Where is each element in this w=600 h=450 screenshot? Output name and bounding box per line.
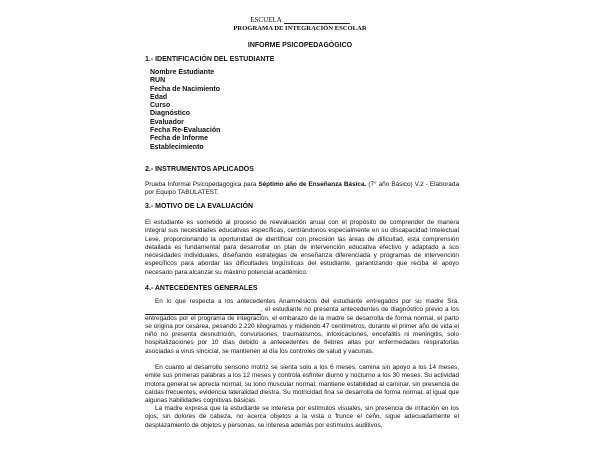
motor-development-paragraph: En cuanto al desarrollo sensorio motriz se sienta solo a los 6 meses, camina sin apoyo a los 14 meses, emite sus primeras palabras a los 12 meses y controla esfínter diurno y nocturno a los 30 meses. Su actividad motora general se aprecia normal, su tono muscular normal, mantiene estabilidad al caminar, sin presencia de caídas frecuentes, evidencia lateralidad diestra. Su motricidad fina se desarrolla de forma normal, al igual que algunas habilidades cognitivas básicas.	[145, 364, 459, 405]
field-label: Fecha Re-Evaluación	[150, 127, 221, 135]
field-label: Fecha de Nacimiento	[150, 85, 221, 93]
field-label: Evaluador	[150, 118, 184, 126]
section-2-heading: 2.- INSTRUMENTOS APLICADOS	[145, 166, 254, 173]
field-label: Edad	[150, 93, 168, 101]
instruments-text-end: (7° año Básico) V.2 - Elaborada por Equipo TABULATEST.	[145, 181, 460, 197]
field-label: Curso	[150, 102, 171, 110]
section-4-heading: 4.- ANTECEDENTES GENERALES	[145, 285, 258, 292]
section-1-heading: 1.- IDENTIFICACIÓN DEL ESTUDIANTE	[145, 56, 275, 63]
field-label: Fecha de Informe	[150, 135, 208, 143]
instruments-course: Séptimo año de Enseñanza Básica.	[258, 181, 367, 188]
field-label: Nombre Estudiante	[150, 69, 215, 76]
school-label: ESCUELA	[250, 16, 282, 24]
anamnesis-paragraph	[145, 298, 459, 356]
school-line	[0, 16, 600, 24]
instruments-paragraph	[145, 181, 459, 198]
field-label: Diagnóstico	[150, 110, 191, 118]
anamnesis-text-start: En lo que respecta a los antecedentes Anamnésicos del estudiante entregados por su madre Sra.	[155, 298, 459, 305]
sensory-paragraph: La madre expresa que la estudiante se interesa por estímulos visuales, sin presencia de irritación en los ojos, sin dolores de cabeza, no acerca objetos a la vista o frunce el ceño, sigue adecuadamente el desplazamiento de objetos y personas, se interesa además por estímulos auditivos,	[145, 405, 459, 429]
student-fields	[150, 69, 220, 152]
field-label: RUN	[150, 77, 166, 85]
mother-name-blank	[145, 308, 261, 315]
field-label: Establecimiento	[150, 143, 204, 151]
school-name-blank	[284, 17, 350, 24]
instruments-text-start: Prueba Informal Psicopedagógica para	[145, 181, 259, 188]
anamnesis-text-rest: , el estudiante no presenta antecedentes de diagnóstico previo a los entregados por el programa de integración, el embarazo de la madre se desarrolla de forma normal, el parto se origina por cesárea, pesando 2.220 kilogramos y midiendo 47 centímetros, durante el primer año de vida el niño no presenta desnutrición, convulsiones, traumatismos, intoxicaciones, encefalitis ni meningitis, solo hospitalizaciones por 10 días debido a antecedentes de fiebres altas por enfermedades respiratorias asociadas a virus sincicial, se mantienen al día los controles de salud y vacunas.	[145, 306, 459, 355]
section-3-heading: 3.- MOTIVO DE LA EVALUACIÓN	[145, 203, 254, 210]
document-title: INFORME PSICOPEDAGÓGICO	[247, 42, 353, 49]
program-name: PROGRAMA DE INTEGRACIÓN ESCOLAR	[233, 25, 367, 32]
evaluation-reason-paragraph: El estudiante es sometido al proceso de reevaluación anual con el propósito de comprender de manera integral sus necesidades educativas específicas, centrándonos especialmente en su discapacidad Intelectual Leve, proporcionando la oportunidad de identificar con precisión las áreas de dificultad, esta comprensión detallada es fundamental para desarrollar un plan de intervención educativa efectivo y adaptado a sus necesidades individuales, diseñando estrategias de enseñanza diferenciada y programas de intervención específicos para abordar las dificultades lingüísticas del estudiante, garantizando que reciba el apoyo necesario para alcanzar su máximo potencial académico.	[145, 219, 459, 276]
